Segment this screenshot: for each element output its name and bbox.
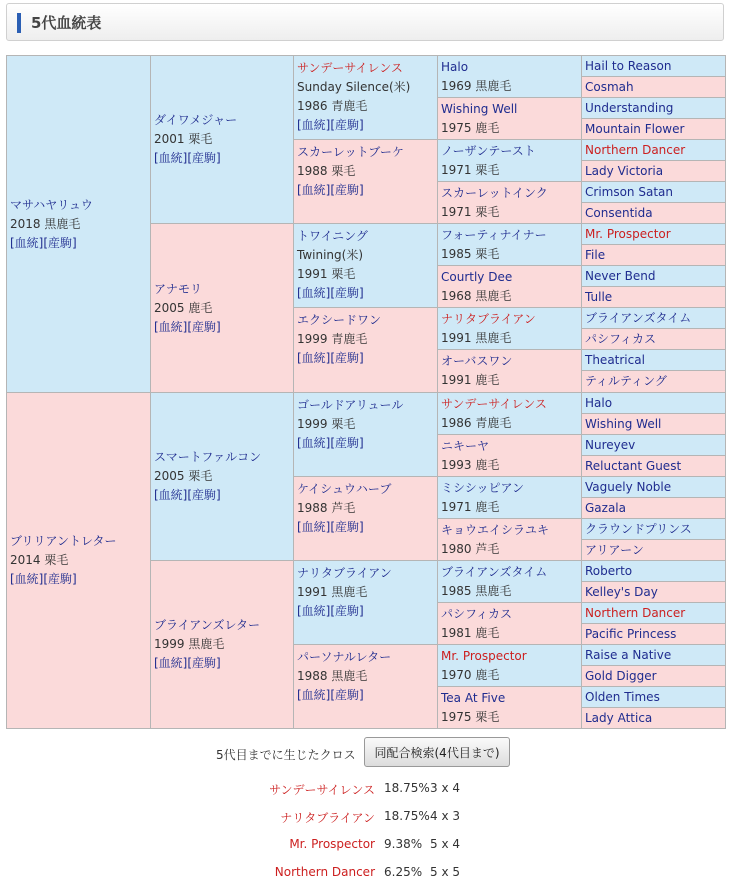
- pedigree-cell-gen5: [581, 644, 726, 666]
- horse-name-link[interactable]: スカーレットブーケ: [297, 145, 404, 159]
- horse-info: 1993 鹿毛: [441, 458, 500, 472]
- progeny-link[interactable]: [産駒]: [330, 286, 364, 300]
- pedigree-cell-gen4: [437, 644, 583, 687]
- cross-generation: 5 x 5: [430, 865, 460, 879]
- pedigree-cell-gen3: [293, 139, 439, 224]
- cross-percent: 18.75%: [384, 809, 430, 823]
- section-header: [6, 3, 724, 41]
- pedigree-cell-gen5: [581, 97, 726, 119]
- horse-name-link[interactable]: Olden Times: [585, 690, 660, 704]
- horse-name-link[interactable]: File: [585, 248, 606, 262]
- horse-name-link[interactable]: パシフィカス: [441, 607, 513, 621]
- horse-info: 2005 栗毛: [154, 469, 213, 483]
- cross-percent: 9.38%: [384, 837, 423, 851]
- pedigree-cell-gen2: [150, 560, 295, 729]
- horse-name-link[interactable]: Hail to Reason: [585, 59, 672, 73]
- pedigree-cell-gen5: [581, 265, 726, 287]
- progeny-link[interactable]: [産駒]: [330, 604, 364, 618]
- pedigree-cell-gen5: [581, 349, 726, 371]
- pedigree-cell-gen5: [581, 455, 726, 477]
- horse-name-link[interactable]: Wishing Well: [441, 102, 518, 116]
- pedigree-cell-gen5: [581, 392, 726, 414]
- pedigree-cell-gen4: [437, 434, 583, 477]
- pedigree-cell-gen5: [581, 223, 726, 245]
- pedigree-cell-gen4: [437, 97, 583, 140]
- progeny-link[interactable]: [産駒]: [330, 351, 364, 365]
- pedigree-cell-gen4: [437, 307, 583, 350]
- pedigree-cell-gen3: [293, 476, 439, 561]
- pedigree-cell-gen5: [581, 307, 726, 329]
- horse-info: 1980 芦毛: [441, 542, 500, 556]
- progeny-link[interactable]: [産駒]: [330, 688, 364, 702]
- pedigree-cell-gen5: [581, 413, 726, 435]
- pedigree-cell-gen5: [581, 160, 726, 182]
- cross-row: [0, 809, 737, 829]
- horse-info: 1988 芦毛: [297, 501, 356, 515]
- progeny-link[interactable]: [産駒]: [43, 235, 77, 250]
- horse-links: [297, 602, 435, 621]
- horse-name-link[interactable]: Kelley's Day: [585, 585, 658, 599]
- pedigree-cell-gen5: [581, 181, 726, 203]
- pedigree-cell-gen1: [6, 392, 152, 729]
- pedigree-link[interactable]: [血統]: [154, 151, 188, 165]
- pedigree-cell-gen5: [581, 686, 726, 708]
- horse-name-link[interactable]: アリアーン: [585, 543, 644, 557]
- pedigree-cell-gen5: [581, 560, 726, 582]
- horse-info: 1991 黒鹿毛: [441, 331, 512, 345]
- pedigree-cell-gen4: [437, 686, 583, 729]
- horse-name-link[interactable]: パーソナルレター: [297, 650, 392, 664]
- pedigree-cell-gen4: [437, 476, 583, 519]
- horse-links: [297, 284, 435, 303]
- horse-name-link[interactable]: ニキーヤ: [441, 439, 490, 453]
- pedigree-cell-gen5: [581, 602, 726, 624]
- horse-links: [10, 234, 148, 253]
- cross-horse-link[interactable]: サンデーサイレンス: [269, 783, 375, 797]
- horse-links: [297, 518, 435, 537]
- horse-name-link[interactable]: Crimson Satan: [585, 185, 673, 199]
- horse-name-link[interactable]: Vaguely Noble: [585, 480, 672, 494]
- page-title: 5代血統表: [31, 14, 102, 32]
- horse-info: 1991 栗毛: [297, 267, 356, 281]
- pedigree-cell-gen5: [581, 139, 726, 161]
- pedigree-cell-gen4: [437, 139, 583, 182]
- horse-info: 1991 黒鹿毛: [297, 585, 368, 599]
- horse-name-link[interactable]: Northern Dancer: [585, 606, 686, 620]
- horse-info: 1971 栗毛: [441, 205, 500, 219]
- cross-section: [0, 736, 737, 886]
- horse-alt-name: Twining(米): [297, 248, 364, 262]
- horse-info: 1975 鹿毛: [441, 121, 500, 135]
- horse-name-link[interactable]: Mountain Flower: [585, 122, 685, 136]
- horse-name-link[interactable]: ブライアンズタイム: [441, 565, 548, 579]
- cross-horse-link[interactable]: Mr. Prospector: [289, 837, 375, 851]
- pedigree-cell-gen5: [581, 55, 726, 77]
- horse-name-link[interactable]: パシフィカス: [585, 332, 657, 346]
- same-mating-search-button[interactable]: 同配合検索(4代目まで): [364, 737, 510, 767]
- progeny-link[interactable]: [産駒]: [330, 436, 364, 450]
- horse-name-link[interactable]: フォーティナイナー: [441, 228, 547, 242]
- horse-name-link[interactable]: Mr. Prospector: [585, 227, 671, 241]
- horse-info: 1986 青鹿毛: [297, 99, 368, 113]
- horse-name-link[interactable]: オーバスワン: [441, 354, 513, 368]
- pedigree-cell-gen5: [581, 476, 726, 498]
- horse-name-link[interactable]: ゴールドアリュール: [297, 398, 404, 412]
- horse-name-link[interactable]: ケイシュウハーブ: [297, 482, 392, 496]
- horse-name-link[interactable]: Understanding: [585, 101, 674, 115]
- horse-links: [297, 349, 435, 368]
- horse-name-link[interactable]: ミシシッピアン: [441, 481, 524, 495]
- pedigree-cell-gen4: [437, 265, 583, 308]
- horse-name-link[interactable]: ナリタブライアン: [441, 312, 536, 326]
- cross-generation: 4 x 3: [430, 809, 460, 823]
- horse-name-link[interactable]: クラウンドプリンス: [585, 522, 692, 536]
- pedigree-cell-gen5: [581, 286, 726, 308]
- pedigree-cell-gen3: [293, 644, 439, 729]
- horse-name-link[interactable]: Wishing Well: [585, 417, 662, 431]
- horse-links: [154, 318, 291, 337]
- horse-links: [154, 654, 291, 673]
- horse-info: 1988 栗毛: [297, 164, 356, 178]
- horse-info: 1985 栗毛: [441, 247, 500, 261]
- horse-name-link[interactable]: Tulle: [585, 290, 613, 304]
- horse-info: 1991 鹿毛: [441, 373, 500, 387]
- pedigree-cell-gen3: [293, 55, 439, 140]
- horse-info: 1968 黒鹿毛: [441, 289, 512, 303]
- horse-name-link[interactable]: Halo: [441, 60, 469, 74]
- progeny-link[interactable]: [産駒]: [330, 118, 364, 132]
- cross-percent: 18.75%: [384, 781, 430, 795]
- cross-horse-link[interactable]: Northern Dancer: [274, 865, 375, 879]
- horse-name-link[interactable]: Theatrical: [585, 353, 645, 367]
- pedigree-cell-gen2: [150, 55, 295, 224]
- pedigree-cell-gen5: [581, 244, 726, 266]
- horse-name-link[interactable]: Never Bend: [585, 269, 656, 283]
- horse-links: [297, 686, 435, 705]
- pedigree-cell-gen4: [437, 223, 583, 266]
- horse-info: 1981 鹿毛: [441, 626, 500, 640]
- horse-name-link[interactable]: Gold Digger: [585, 669, 657, 683]
- horse-name-link[interactable]: スマートファルコン: [154, 450, 262, 464]
- pedigree-cell-gen5: [581, 707, 726, 729]
- pedigree-link[interactable]: [血統]: [297, 436, 331, 450]
- pedigree-cell-gen4: [437, 55, 583, 98]
- horse-info: 1988 黒鹿毛: [297, 669, 368, 683]
- cross-label: 5代目までに生じたクロス: [216, 748, 356, 762]
- pedigree-cell-gen4: [437, 518, 583, 561]
- pedigree-cell-gen4: [437, 602, 583, 645]
- horse-name-link[interactable]: ブライアンズレター: [154, 618, 260, 632]
- pedigree-cell-gen5: [581, 497, 726, 519]
- cross-row: [0, 865, 737, 885]
- horse-name-link[interactable]: サンデーサイレンス: [297, 61, 403, 75]
- pedigree-cell-gen5: [581, 623, 726, 645]
- horse-info: 1986 青鹿毛: [441, 416, 512, 430]
- pedigree-link[interactable]: [血統]: [297, 183, 331, 197]
- cross-generation: 5 x 4: [430, 837, 460, 851]
- progeny-link[interactable]: [産駒]: [330, 183, 364, 197]
- pedigree-cell-gen5: [581, 581, 726, 603]
- pedigree-cell-gen2: [150, 223, 295, 393]
- horse-name-link[interactable]: Mr. Prospector: [441, 649, 527, 663]
- horse-info: 1999 栗毛: [297, 417, 356, 431]
- pedigree-link[interactable]: [血統]: [10, 235, 44, 250]
- horse-links: [297, 181, 435, 200]
- pedigree-table: [6, 55, 725, 728]
- progeny-link[interactable]: [産駒]: [187, 656, 221, 670]
- pedigree-cell-gen5: [581, 118, 726, 140]
- progeny-link[interactable]: [産駒]: [187, 151, 221, 165]
- horse-name-link[interactable]: スカーレットインク: [441, 186, 548, 200]
- pedigree-cell-gen1: [6, 55, 152, 393]
- pedigree-link[interactable]: [血統]: [297, 688, 331, 702]
- horse-info: 2001 栗毛: [154, 132, 213, 146]
- pedigree-cell-gen3: [293, 307, 439, 393]
- horse-links: [297, 116, 435, 135]
- horse-name-link[interactable]: Lady Victoria: [585, 164, 664, 178]
- cross-percent: 6.25%: [384, 865, 423, 879]
- horse-name-link[interactable]: ナリタブライアン: [297, 566, 392, 580]
- progeny-link[interactable]: [産駒]: [187, 319, 221, 334]
- horse-name-link[interactable]: Cosmah: [585, 80, 634, 94]
- horse-name-link[interactable]: Courtly Dee: [441, 270, 513, 284]
- pedigree-cell-gen5: [581, 76, 726, 98]
- horse-name-link[interactable]: Tea At Five: [441, 691, 506, 705]
- pedigree-cell-gen2: [150, 392, 295, 561]
- horse-name-link[interactable]: ダイワメジャー: [154, 113, 238, 127]
- horse-name-link[interactable]: Lady Attica: [585, 711, 653, 725]
- horse-links: [154, 486, 291, 505]
- pedigree-cell-gen5: [581, 539, 726, 561]
- horse-info: 1999 黒鹿毛: [154, 637, 225, 651]
- pedigree-link[interactable]: [血統]: [297, 118, 331, 132]
- cross-row: [0, 781, 737, 801]
- horse-name-link[interactable]: Consentida: [585, 206, 653, 220]
- horse-name-link[interactable]: Roberto: [585, 564, 633, 578]
- horse-info: 1971 鹿毛: [441, 500, 500, 514]
- horse-alt-name: Sunday Silence(米): [297, 80, 411, 94]
- horse-name-link[interactable]: Reluctant Guest: [585, 459, 682, 473]
- horse-name-link[interactable]: ティルティング: [585, 374, 667, 388]
- pedigree-cell-gen3: [293, 223, 439, 308]
- pedigree-cell-gen3: [293, 392, 439, 477]
- horse-name-link[interactable]: Nureyev: [585, 438, 636, 452]
- pedigree-cell-gen4: [437, 392, 583, 435]
- pedigree-cell-gen4: [437, 349, 583, 393]
- horse-name-link[interactable]: エクシードワン: [297, 313, 382, 327]
- horse-name-link[interactable]: Halo: [585, 396, 613, 410]
- pedigree-link[interactable]: [血統]: [297, 604, 331, 618]
- pedigree-link[interactable]: [血統]: [10, 572, 44, 586]
- cross-row: [0, 837, 737, 857]
- pedigree-cell-gen5: [581, 518, 726, 540]
- horse-name-link[interactable]: ブライアンズタイム: [585, 311, 692, 325]
- horse-info: 1970 鹿毛: [441, 668, 500, 682]
- horse-info: 1971 栗毛: [441, 163, 500, 177]
- horse-name-link[interactable]: Gazala: [585, 501, 626, 515]
- horse-name-link[interactable]: ブリリアントレター: [10, 534, 117, 548]
- pedigree-link[interactable]: [血統]: [297, 520, 331, 534]
- horse-links: [10, 570, 148, 589]
- horse-name-link[interactable]: Raise a Native: [585, 648, 672, 662]
- horse-name-link[interactable]: アナモリ: [154, 281, 203, 296]
- horse-info: 1999 青鹿毛: [297, 332, 368, 346]
- horse-info: 2018 黒鹿毛: [10, 216, 81, 231]
- horse-links: [154, 149, 291, 168]
- pedigree-cell-gen5: [581, 202, 726, 224]
- horse-name-link[interactable]: Pacific Princess: [585, 627, 677, 641]
- horse-info: 1985 黒鹿毛: [441, 584, 512, 598]
- pedigree-cell-gen5: [581, 370, 726, 393]
- cross-generation: 3 x 4: [430, 781, 460, 795]
- progeny-link[interactable]: [産駒]: [330, 520, 364, 534]
- pedigree-link[interactable]: [血統]: [154, 488, 188, 502]
- pedigree-link[interactable]: [血統]: [154, 656, 188, 670]
- horse-name-link[interactable]: キョウエイシラユキ: [441, 523, 550, 537]
- horse-name-link[interactable]: サンデーサイレンス: [441, 397, 547, 411]
- horse-name-link[interactable]: トワイニング: [297, 229, 368, 243]
- horse-name-link[interactable]: マサハヤリュウ: [10, 197, 93, 212]
- pedigree-cell-gen3: [293, 560, 439, 645]
- header-accent-bar: [17, 13, 21, 33]
- progeny-link[interactable]: [産駒]: [187, 488, 221, 502]
- horse-info: 2005 鹿毛: [154, 300, 213, 315]
- horse-info: 1975 栗毛: [441, 710, 500, 724]
- pedigree-cell-gen4: [437, 181, 583, 224]
- horse-info: 1969 黒鹿毛: [441, 79, 512, 93]
- pedigree-link[interactable]: [血統]: [297, 351, 331, 365]
- pedigree-cell-gen5: [581, 434, 726, 456]
- horse-links: [297, 434, 435, 453]
- pedigree-link[interactable]: [血統]: [297, 286, 331, 300]
- horse-name-link[interactable]: ノーザンテースト: [441, 144, 536, 158]
- pedigree-cell-gen5: [581, 665, 726, 687]
- pedigree-cell-gen5: [581, 328, 726, 350]
- cross-horse-link[interactable]: ナリタブライアン: [280, 811, 375, 825]
- progeny-link[interactable]: [産駒]: [43, 572, 77, 586]
- pedigree-link[interactable]: [血統]: [154, 319, 188, 334]
- horse-name-link[interactable]: Northern Dancer: [585, 143, 686, 157]
- pedigree-cell-gen4: [437, 560, 583, 603]
- horse-info: 2014 栗毛: [10, 553, 69, 567]
